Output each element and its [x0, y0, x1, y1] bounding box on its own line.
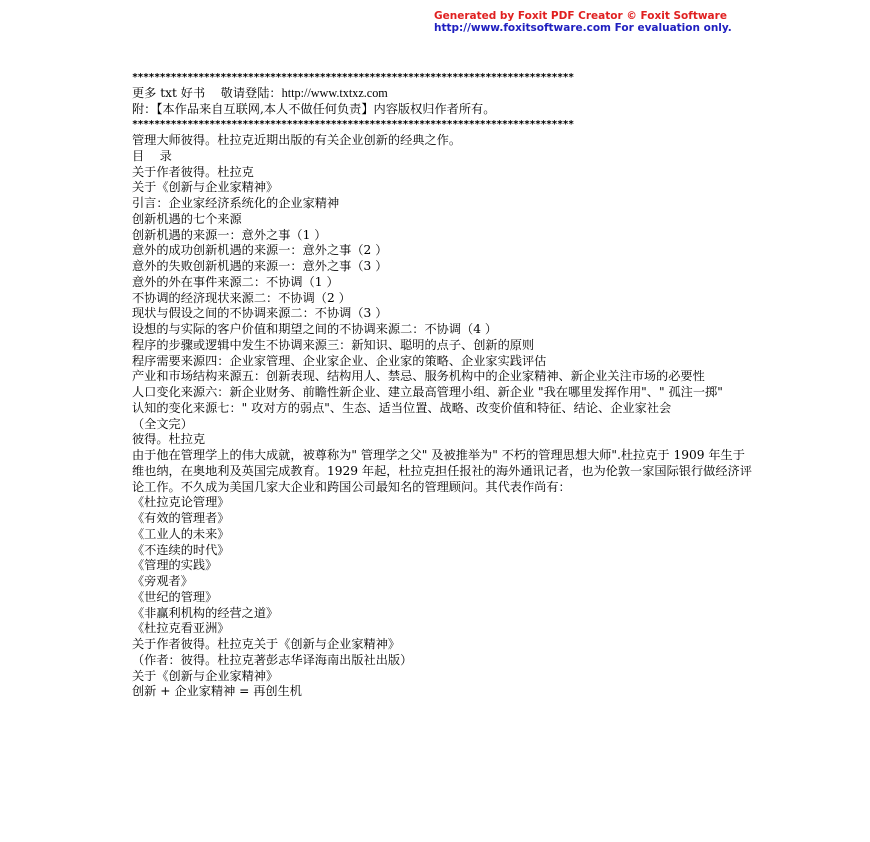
header-more-books — [132, 86, 752, 102]
watermark-url-text: http://www.foxitsoftware.com For evaluation only. — [434, 22, 732, 34]
book-title-item: 《旁观者》 — [132, 574, 193, 588]
document-body — [132, 70, 752, 700]
book-title-item: 《有效的管理者》 — [132, 511, 230, 525]
toc-item: 意外的成功创新机遇的来源一：意外之事（2 ） — [132, 243, 388, 258]
toc-item: 现状与假设之间的不协调来源二：不协调（3 ） — [132, 306, 388, 321]
header-more-text: 更多 txt 好书 敬请登陆： — [132, 85, 282, 100]
toc-item: 程序的步骤或逻辑中发生不协调来源三：新知识、聪明的点子、创新的原则 — [132, 337, 535, 352]
book-title-item: 《杜拉克论管理》 — [132, 495, 230, 510]
toc-item: 不协调的经济现状来源二：不协调（2 ） — [132, 290, 351, 305]
header-url-link[interactable]: http://www.txtxz.com — [281, 85, 388, 100]
book-title-item: 《工业人的未来》 — [132, 526, 230, 541]
separator-stars-bottom: ******************************************************************************** — [132, 119, 574, 131]
toc-item: 创新机遇的七个来源 — [132, 211, 242, 226]
toc-item: 设想的与实际的客户价值和期望之间的不协调来源二：不协调（4 ） — [132, 322, 498, 336]
toc-item: 认知的变化来源七：" 攻对方的弱点"、生态、适当位置、战略、改变价值和特征、结论、企业家社会 — [132, 400, 672, 415]
toc-item: 创新机遇的来源一：意外之事（1 ） — [132, 227, 327, 242]
watermark-generator-text: Generated by Foxit PDF Creator © Foxit Software — [434, 10, 727, 22]
book-title-item: 《管理的实践》 — [132, 558, 218, 573]
toc-item: 关于作者彼得。杜拉克 — [132, 164, 254, 179]
text-line: 创新 + 企业家精神 = 再创生机 — [132, 684, 302, 699]
section-heading: 关于《创新与企业家精神》 — [132, 668, 279, 683]
author-bio-paragraph: 由于他在管理学上的伟大成就，被尊称为" 管理学之父" 及被推举为" 不朽的管理思想大师".杜拉克于 1909 年生于维也纳，在奥地利及英国完成教育。1929 年起，杜拉克担任报社的海外通讯记者，也为伦敦一家国际银行做经济评论工作。不久成为美国几家大企业和跨国公司最知名的管理顾问。其代表作尚有： — [132, 448, 752, 494]
toc-item: 引言：企业家经济系统化的企业家精神 — [132, 196, 340, 210]
toc-item: 人口变化来源六：新企业财务、前瞻性新企业、建立最高管理小组、新企业 "我在哪里发挥作用"、" 孤注一掷" — [132, 385, 723, 399]
text-line: 关于作者彼得。杜拉克关于《创新与企业家精神》 — [132, 637, 401, 651]
toc-item: 意外的失败创新机遇的来源一：意外之事（3 ） — [132, 259, 388, 273]
toc-item: 意外的外在事件来源二：不协调（1 ） — [132, 274, 339, 289]
toc-end: （全文完） — [132, 416, 193, 431]
text-line: 管理大师彼得。杜拉克近期出版的有关企业创新的经典之作。 — [132, 133, 462, 147]
book-title-item: 《非赢利机构的经营之道》 — [132, 605, 279, 620]
book-title-item: 《杜拉克看亚洲》 — [132, 621, 230, 636]
foxit-watermark — [434, 10, 854, 34]
toc-heading: 目 录 — [132, 148, 172, 163]
header-copyright-note: 附：【本作品来自互联网,本人不做任何负责】内容版权归作者所有。 — [132, 101, 496, 116]
toc-item: 产业和市场结构来源五：创新表现、结构用人、禁忌、服务机构中的企业家精神、新企业关注市场的必要性 — [132, 369, 705, 384]
toc-item: 关于《创新与企业家精神》 — [132, 180, 279, 195]
book-title-item: 《世纪的管理》 — [132, 589, 218, 604]
publication-info: （作者：彼得。杜拉克著彭志华译海南出版社出版） — [132, 652, 413, 667]
book-title-item: 《不连续的时代》 — [132, 542, 230, 557]
author-name: 彼得。杜拉克 — [132, 432, 206, 447]
toc-item: 程序需要来源四：企业家管理、企业家企业、企业家的策略、企业家实践评估 — [132, 353, 547, 368]
separator-stars-top: ******************************************************************************** — [132, 72, 574, 83]
